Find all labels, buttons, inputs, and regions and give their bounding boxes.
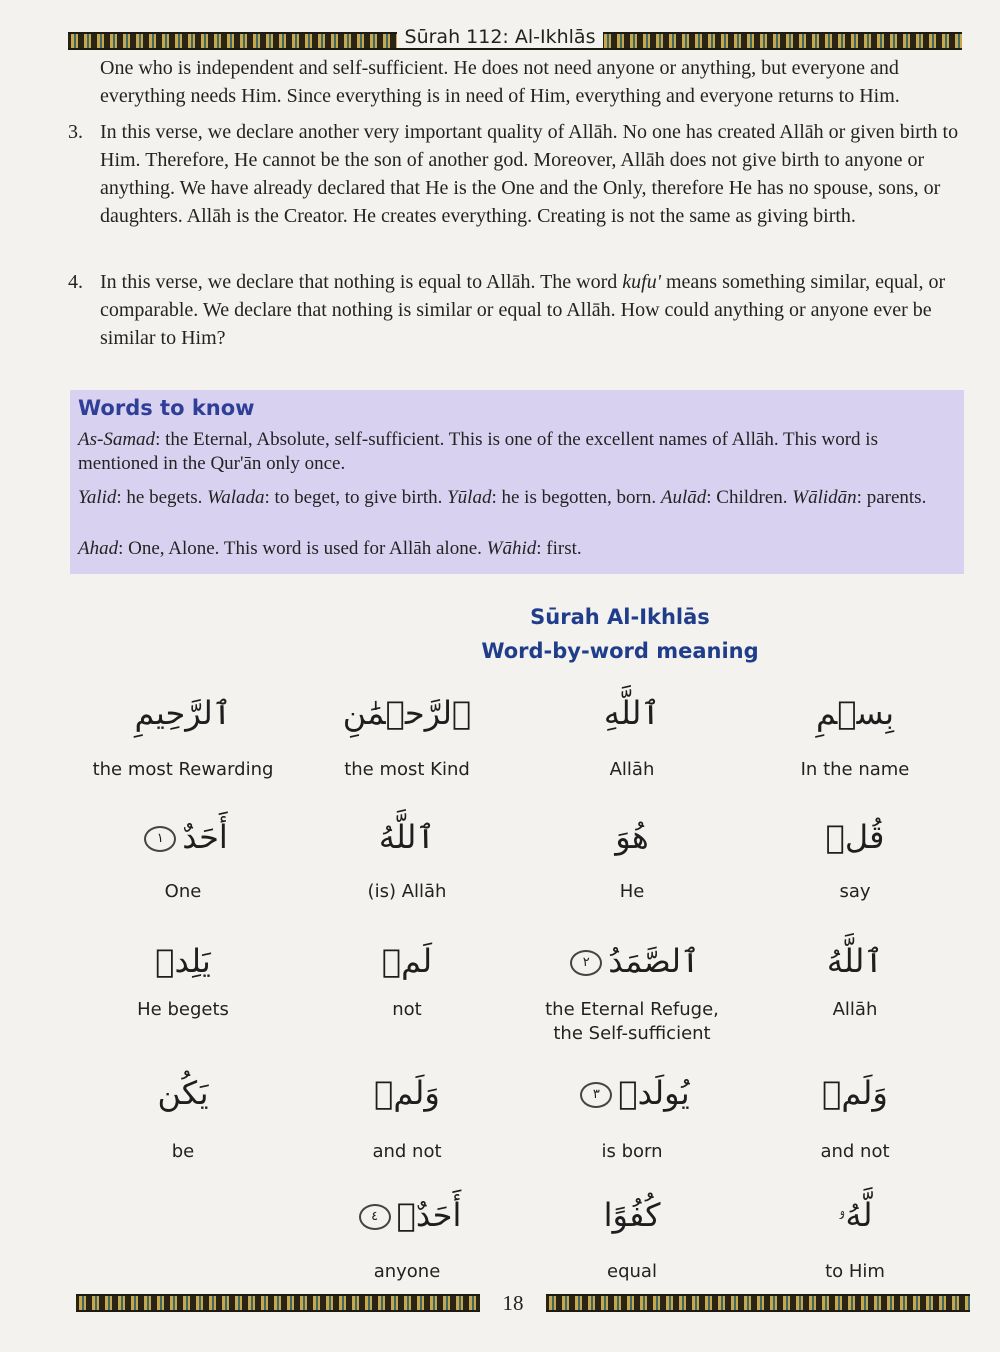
item-number-3: 3. xyxy=(68,121,83,143)
word-meaning: say xyxy=(839,881,871,902)
word-meaning: is born xyxy=(601,1141,663,1162)
word-item-ahad: Ahad: One, Alone. This word is used for Allāh alone. Wāhid: first. xyxy=(78,538,582,559)
word-meaning: (is) Allāh xyxy=(367,881,447,902)
ayah-number-marker: ٤ xyxy=(359,1204,391,1230)
arabic-word: ٱللَّهُ xyxy=(378,818,436,856)
footer-ornament-band-left xyxy=(76,1294,480,1312)
arabic-word: قُلۡ xyxy=(825,818,885,856)
ayah-number-marker: ٣ xyxy=(580,1082,612,1108)
surah-title: Sūrah Al-Ikhlās xyxy=(530,605,710,629)
word-meaning: not xyxy=(392,999,422,1020)
page-number: 18 xyxy=(480,1291,546,1316)
ayah-number-marker: ٢ xyxy=(570,950,602,976)
word-meaning: and not xyxy=(372,1141,442,1162)
arabic-word: ٱلرَّحِيمِ xyxy=(134,694,232,732)
word-meaning: to Him xyxy=(825,1261,885,1282)
arabic-word: أَحَدٌ١ xyxy=(93,818,273,856)
intro-paragraph: One who is independent and self-sufficient. He does not need anyone or anything, but everyone and everything needs Him. Since everything is in need of Him, everything and everyone returns to Him. xyxy=(100,57,900,107)
word-meaning: anyone xyxy=(373,1261,441,1282)
word-meaning: the most Kind xyxy=(344,759,470,780)
arabic-word: لَّهُۥ xyxy=(837,1196,873,1234)
arabic-word: كُفُوًا xyxy=(603,1196,661,1234)
word-meaning: equal xyxy=(607,1261,657,1282)
arabic-word: أَحَدٌۢ٤ xyxy=(317,1196,497,1234)
word-meaning: the most Rewarding xyxy=(92,759,274,780)
word-meaning: He begets xyxy=(137,999,229,1020)
arabic-word: ٱللَّهِ xyxy=(603,694,661,732)
paragraph-3: In this verse, we declare another very important quality of Allāh. No one has created Allāh or given birth to Him. Therefore, He cannot be the son of another god. Moreover, Allāh does not give birth to anyone or anything. We have already declared that He is the One and the Only, therefore He has no spouse, sons, or daughters. Allāh is the Creator. He creates everything. Creating is not the same as giving birth. xyxy=(100,121,959,227)
arabic-word: بِسۡمِ xyxy=(816,694,894,732)
arabic-word: لَمۡ xyxy=(381,942,433,980)
surah-subtitle: Word-by-word meaning xyxy=(481,639,759,663)
page-header xyxy=(0,26,1000,48)
word-meaning: Allāh xyxy=(832,999,878,1020)
arabic-word: يَكُن xyxy=(157,1074,209,1112)
term-kufu: kufu' xyxy=(622,271,661,293)
word-meaning: In the name xyxy=(800,759,910,780)
footer-ornament-band-right xyxy=(546,1294,970,1312)
words-to-know-title: Words to know xyxy=(78,396,255,420)
word-meaning: and not xyxy=(820,1141,890,1162)
arabic-word: ٱلصَّمَدُ٢ xyxy=(542,942,722,980)
arabic-word: ٱللَّهُ xyxy=(826,942,884,980)
word-item-samad: As-Samad: the Eternal, Absolute, self-sufficient. This is one of the excellent names of Allāh. This word is mentioned in the Qur'ān only once. xyxy=(78,429,878,474)
item-number-4: 4. xyxy=(68,271,83,293)
word-meaning: He xyxy=(619,881,645,902)
ayah-number-marker: ١ xyxy=(144,826,176,852)
arabic-word: يَلِدۡ xyxy=(155,942,211,980)
arabic-word: هُوَ xyxy=(615,818,649,856)
arabic-word: وَلَمۡ xyxy=(822,1074,888,1112)
paragraph-4: In this verse, we declare that nothing is equal to Allāh. The word kufu' means something similar, equal, or comparable. We declare that nothing is similar or equal to Allāh. How could anything or anyone ever be similar to Him? xyxy=(100,271,946,349)
word-item-yalid: Yalid: he begets. Walada: to beget, to give birth. Yūlad: he is begotten, born. Aulād: Children. Wālidān: parents. xyxy=(78,487,927,508)
arabic-word: ٱلرَّحۡمَٰنِ xyxy=(342,694,472,732)
word-meaning: Allāh xyxy=(609,759,655,780)
arabic-word: وَلَمۡ xyxy=(374,1074,440,1112)
word-meaning: One xyxy=(164,881,202,902)
word-meaning: the Eternal Refuge, the Self-sufficient xyxy=(545,999,719,1044)
word-meaning: be xyxy=(171,1141,195,1162)
arabic-word: يُولَدۡ٣ xyxy=(542,1074,722,1112)
header-title: Sūrah 112: Al-Ikhlās xyxy=(397,26,604,48)
